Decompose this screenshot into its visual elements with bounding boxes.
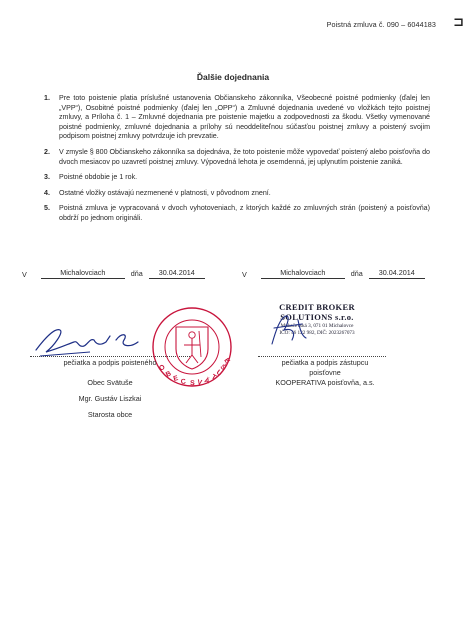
clause-text: Pre toto poistenie platia príslušné ustanovenia Občianskeho zákonníka, Všeobecné poistné podmienky (ďalej len „VPP“), Osobitné poistné podmienky (ďalej len „OPP“) a Zmluvné dojednania uvedené vo vložkách tejto poistnej zmluvy, a Príloha č. 1 – Zmluvné dojednania pre poistenie majetku a zodpovednosti za škodu. Všetky vymenované poistné podmienky, zmluvné dojednania a prílohy sú neoddeliteľnou súčasťou poistnej zmluvy a poistený svojim podpisom poistnej zmluvy potvrdzuje ich prevzatie. [59, 94, 430, 141]
svg-text:T: T [210, 373, 218, 382]
policy-reference: Poistná zmluva č. 090 – 6044183 [326, 20, 436, 29]
clause-item [44, 173, 430, 183]
date-label: dňa [350, 269, 363, 278]
signatory-role: Starosta obce [87, 410, 133, 419]
place-prefix: V [242, 270, 247, 279]
clause-number: 2. [44, 147, 50, 156]
scan-edge-mark: ⊐ [453, 14, 464, 29]
date-value: 30.04.2014 [149, 268, 205, 279]
svg-text:Š: Š [218, 363, 227, 372]
clause-number: 5. [44, 204, 50, 213]
clause-number: 4. [44, 188, 50, 197]
date-value: 30.04.2014 [369, 268, 425, 279]
signing-place-date-left [22, 268, 205, 279]
broker-stamp-line1: CREDIT BROKER [279, 302, 355, 312]
right-caption-line1: pečiatka a podpis zástupcu [281, 358, 369, 367]
clause-text: Poistné obdobie je 1 rok. [59, 173, 138, 182]
svg-text:E: E [172, 374, 180, 383]
svg-text:S: S [189, 380, 195, 388]
broker-stamp-line4: IČO: 46 122 982, DIČ: 2023267073 [279, 330, 355, 336]
page-title: Ďalšie dojednania [196, 72, 270, 82]
mayor-signature [30, 320, 150, 360]
svg-text:U: U [214, 368, 224, 378]
clause-list [44, 94, 430, 230]
insurer-name: KOOPERATIVA poisťovňa, a.s. [275, 378, 375, 387]
clause-item [44, 148, 430, 167]
signing-place-date-right [242, 268, 425, 279]
svg-text:C: C [180, 378, 187, 386]
insured-name: Obec Svätuše [87, 378, 133, 387]
clause-item [44, 189, 430, 199]
date-label: dňa [130, 269, 143, 278]
broker-stamp-line3: Mukačevská 3, 071 01 Michalovce [280, 323, 354, 329]
svg-text:Ä: Ä [203, 377, 211, 386]
place-value: Michalovciach [261, 268, 345, 279]
clause-text: Ostatné vložky ostávajú nezmenené v platnosti, v pôvodnom znení. [59, 188, 271, 197]
svg-text:B: B [164, 370, 173, 379]
place-prefix: V [22, 270, 27, 279]
clause-item [44, 204, 430, 223]
svg-text:O: O [158, 363, 167, 373]
clause-item [44, 94, 430, 142]
clause-number: 3. [44, 173, 50, 182]
broker-stamp-line2: SOLUTIONS s.r.o. [280, 312, 354, 322]
svg-text:E: E [222, 357, 231, 365]
signatory-name: Mgr. Gustáv Liszkai [78, 394, 142, 403]
right-signature-line [258, 356, 386, 357]
clause-number: 1. [44, 94, 50, 102]
left-caption: pečiatka a podpis poisteného [63, 358, 157, 367]
place-value: Michalovciach [41, 268, 125, 279]
right-caption-line2: poisťovne [309, 368, 341, 377]
municipal-seal [150, 305, 234, 389]
broker-signature [262, 310, 332, 350]
clause-text: Poistná zmluva je vypracovaná v dvoch vyhotoveniach, z ktorých každé zo zmluvných strán (poistený a poisťovňa) obdrží po jednom origináli. [59, 204, 430, 222]
clause-text: V zmysle § 800 Občianskeho zákonníka sa dojednáva, že toto poistenie môže vypovedať poistený alebo poisťovňa do dvoch mesiacov po uzavretí poistnej zmluvy. Výpovedná lehota je osemdenná, jej uplynutím poistenie zaniká. [59, 147, 430, 166]
svg-text:V: V [196, 379, 203, 387]
